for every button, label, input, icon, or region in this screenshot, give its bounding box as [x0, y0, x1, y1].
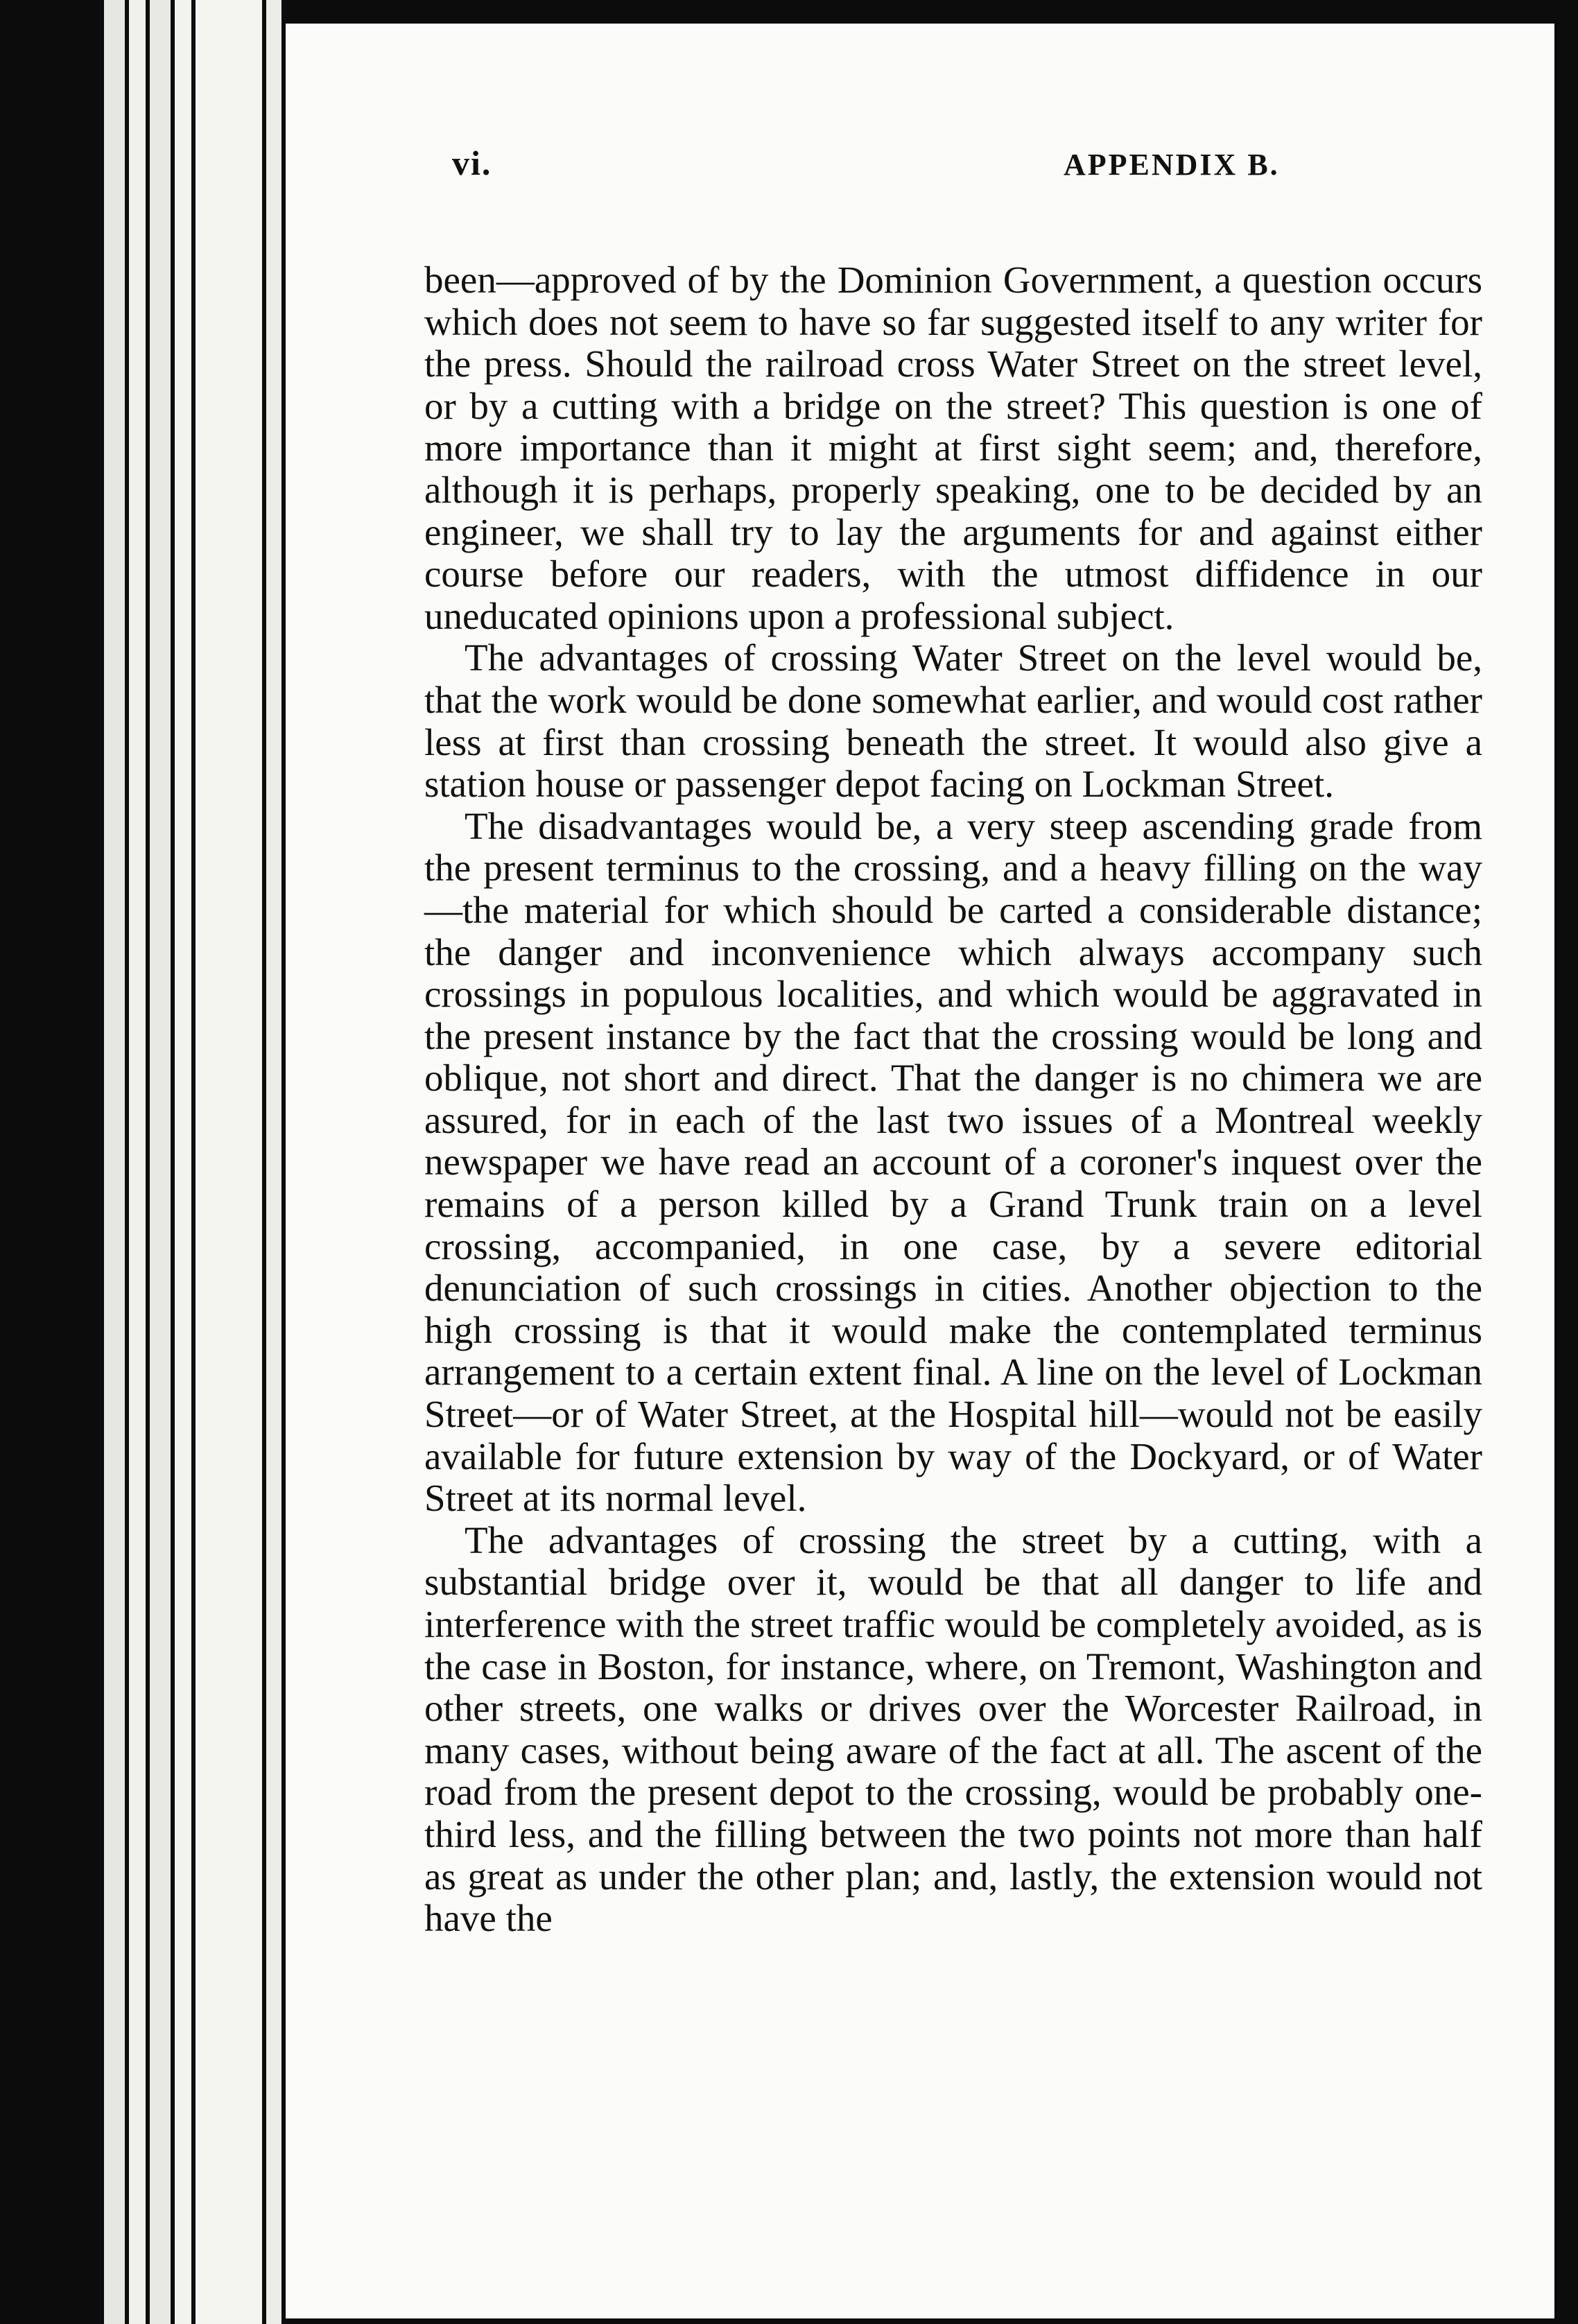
page-edge	[104, 0, 125, 2324]
page-edge	[266, 0, 281, 2324]
section-title: APPENDIX B.	[1064, 148, 1280, 182]
page-edge	[196, 0, 262, 2324]
page-edge	[129, 0, 146, 2324]
body-text	[424, 259, 1482, 1940]
paragraph: The disadvantages would be, a very steep ascending grade from the present terminus to the crossing, and a heavy filling on the way—the material for which should be carted a considerable distance; the danger and inconvenience which always accompany such crossings in populous localities, and which would be aggravated in the present instance by the fact that the crossing would be long and oblique, not short and direct. That the danger is no chimera we are assured, for in each of the last two issues of a Montreal weekly newspaper we have read an account of a coroner's inquest over the remains of a person killed by a Grand Trunk train on a level crossing, accompanied, in one case, by a severe editorial denunciation of such crossings in cities. Another objection to the high crossing is that it would make the contemplated terminus arrangement to a certain extent final. A line on the level of Lockman Street—or of Water Street, at the Hospital hill—would not be easily available for future extension by way of the Dockyard, or of Water Street at its normal level.	[424, 804, 1482, 1520]
book-page	[286, 24, 1554, 2318]
paragraph: The advantages of crossing the street by a cutting, with a substantial bridge over it, would be that all danger to life and interference with the street traffic would be completely avoided, as is the case in Boston, for instance, where, on Tremont, Washington and other streets, one walks or drives over the Worcester Railroad, in many cases, without being aware of the fact at all. The ascent of the road from the present depot to the crossing, would be probably one-third less, and the filling between the two points not more than half as great as under the other plan; and, lastly, the extension would not have the	[424, 1518, 1482, 1940]
running-head	[452, 143, 1513, 191]
paragraph: been—approved of by the Dominion Government, a question occurs which does not seem to have so far suggested itself to any writer for the press. Should the railroad cross Water Street on the street level, or by a cutting with a bridge on the street? This question is one of more importance than it might at first sight seem; and, therefore, although it is perhaps, properly speaking, one to be decided by an engineer, we shall try to lay the arguments for and against either course before our readers, with the utmost diffidence in our uneducated opinions upon a professional subject.	[424, 259, 1482, 637]
page-edge	[150, 0, 171, 2324]
paragraph: The advantages of crossing Water Street on the level would be, that the work would be done somewhat earlier, and would cost rather less at first than crossing beneath the street. It would also give a station house or passenger depot facing on Lockman Street.	[424, 636, 1482, 806]
page-edge	[175, 0, 191, 2324]
page-number: vi.	[452, 144, 492, 182]
